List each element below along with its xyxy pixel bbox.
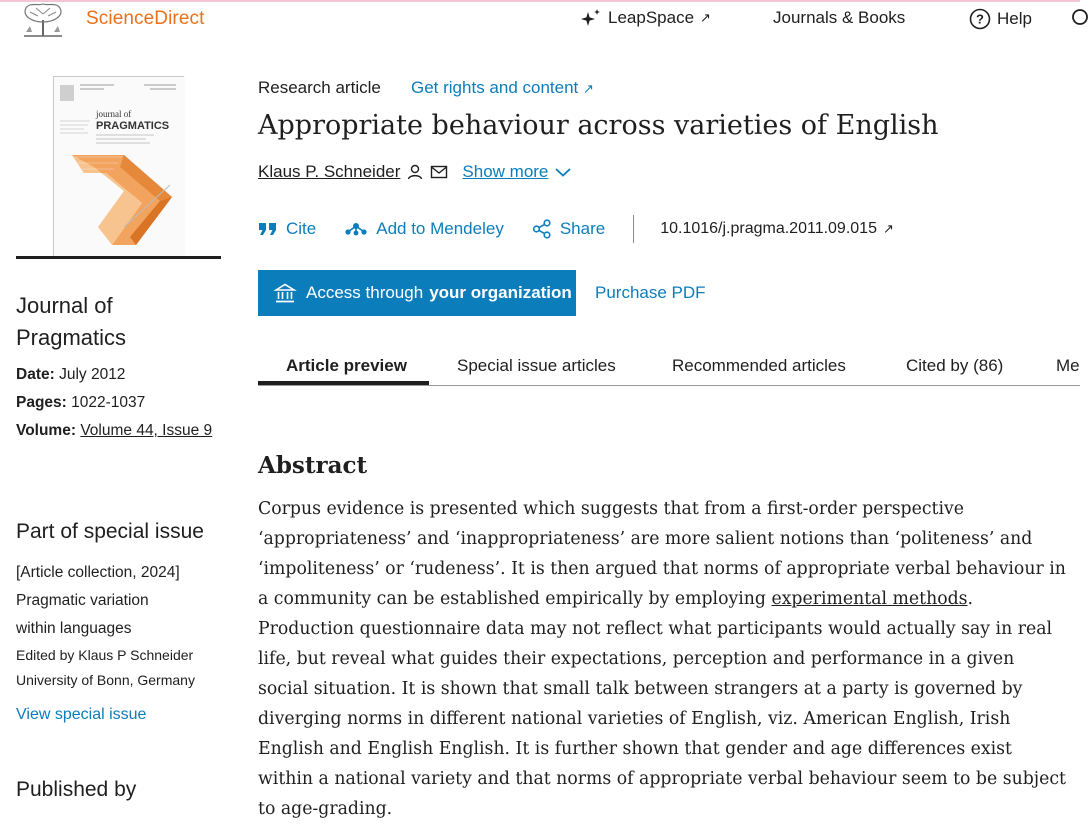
- purchase-pdf-button[interactable]: Purchase PDF: [595, 283, 706, 302]
- add-to-mendeley-button[interactable]: [344, 219, 504, 239]
- author-link[interactable]: Klaus P. Schneider: [258, 162, 401, 181]
- article-actions: [258, 214, 894, 244]
- journal-title-link[interactable]: Journal of Pragmatics: [16, 293, 127, 350]
- collection-label: [Article collection, 2024]: [16, 564, 180, 581]
- doi-label: 10.1016/j.pragma.2011.09.015: [660, 220, 877, 237]
- cover-artwork: [54, 77, 185, 258]
- nav-journals-label: Journals & Books: [773, 8, 906, 27]
- external-arrow-icon: ↗: [700, 10, 711, 25]
- active-tab-indicator: [258, 381, 429, 385]
- experimental-methods-link[interactable]: experimental methods: [771, 589, 968, 609]
- share-icon: [532, 219, 552, 239]
- mendeley-label: Add to Mendeley: [376, 219, 504, 238]
- collection-title-line1: Pragmatic variation: [16, 592, 149, 609]
- tab-article-preview[interactable]: Article preview: [286, 356, 407, 375]
- meta-date-label: Date:: [16, 366, 55, 383]
- article-tabs: [258, 344, 1080, 386]
- article-type: Research article: [258, 78, 381, 97]
- external-arrow-icon: ↗: [882, 221, 894, 236]
- show-more-link[interactable]: Show more: [462, 162, 549, 181]
- nav-leapspace[interactable]: [580, 8, 711, 28]
- site-header: [0, 2, 1080, 38]
- meta-date: [16, 361, 125, 389]
- abstract-text-part1: Corpus evidence is presented which suggests that from a first-order perspective ‘appropriateness’ and ‘inappropriateness’ are more salient notions than ‘politeness’ and ‘impoliteness’ or ‘rudeness’. It is then argued that norms of appropriate verbal behaviour in a community can be established empirically by employing: [258, 499, 1066, 609]
- collection-title-line2: within languages: [16, 620, 132, 637]
- nav-help-label: Help: [997, 9, 1032, 28]
- published-by-heading: Published by: [16, 778, 137, 801]
- cover-divider: [16, 256, 221, 259]
- abstract-text: [258, 494, 1070, 824]
- special-issue-heading: Part of special issue: [16, 520, 204, 543]
- meta-date-value: July 2012: [59, 366, 126, 383]
- tab-cited-by[interactable]: Cited by (86): [906, 356, 1004, 375]
- access-through-organization-button[interactable]: [258, 270, 576, 316]
- help-circle-icon: [969, 8, 991, 30]
- author-row: [258, 162, 572, 182]
- abstract-text-part2: . Production questionnaire data may not reflect what participants would actually say in real life, but reveal what guides their expectations, perception and performance in a given social situation. It is shown that small talk between strangers at a party is governed by diverging norms in different national varieties of English, viz. American English, Irish English and English English. It is further shown that gender and age differences exist within a national variety and that norms of appropriate verbal behaviour seem to be subject to age-grading.: [258, 589, 1066, 819]
- access-prefix: Access through: [306, 283, 424, 302]
- cover-journal-line2: PRAGMATICS: [96, 120, 170, 132]
- cover-journal-line1: journal of: [96, 109, 132, 119]
- person-icon[interactable]: [406, 163, 424, 181]
- svg-text:?: ?: [976, 11, 984, 27]
- external-arrow-icon: ↗: [583, 81, 594, 96]
- get-rights-label: Get rights and content: [411, 78, 579, 97]
- sparkle-icon: [580, 8, 602, 28]
- article-title: Appropriate behaviour across varieties of English: [258, 110, 939, 141]
- meta-pages-label: Pages:: [16, 394, 67, 411]
- meta-volume: [16, 417, 221, 445]
- edited-by: Edited by Klaus P Schneider: [16, 647, 194, 663]
- institution-icon: [274, 282, 296, 304]
- tab-special-issue-articles[interactable]: Special issue articles: [457, 356, 616, 375]
- share-label: Share: [559, 219, 606, 238]
- sciencedirect-logo[interactable]: ScienceDirect: [86, 8, 205, 29]
- doi-link[interactable]: [660, 220, 894, 238]
- quote-icon: [258, 221, 278, 237]
- meta-pages: [16, 389, 145, 417]
- actions-divider: [633, 215, 634, 243]
- nav-journals-books[interactable]: [773, 8, 905, 28]
- nav-leapspace-label: LeapSpace: [608, 8, 695, 27]
- tab-more-partial[interactable]: Me: [1056, 356, 1080, 375]
- volume-issue-link[interactable]: Volume 44, Issue 9: [80, 422, 213, 439]
- mendeley-icon: [344, 221, 368, 237]
- editor-affiliation: University of Bonn, Germany: [16, 672, 195, 688]
- elsevier-tree-logo[interactable]: [16, 2, 70, 38]
- chevron-down-icon[interactable]: [554, 166, 572, 178]
- view-special-issue-link[interactable]: View special issue: [16, 706, 147, 723]
- abstract-heading: Abstract: [258, 452, 368, 479]
- meta-volume-label: Volume:: [16, 422, 76, 439]
- meta-pages-value: 1022-1037: [71, 394, 146, 411]
- share-button[interactable]: [532, 219, 605, 239]
- cite-button[interactable]: [258, 219, 316, 239]
- journal-cover-image[interactable]: [53, 76, 184, 257]
- cite-label: Cite: [286, 219, 317, 238]
- nav-help[interactable]: [969, 8, 1032, 30]
- envelope-icon[interactable]: [430, 164, 448, 180]
- tab-recommended-articles[interactable]: Recommended articles: [672, 356, 846, 375]
- get-rights-link[interactable]: [411, 78, 594, 98]
- search-icon: [1071, 8, 1089, 28]
- nav-search-partial[interactable]: [1071, 8, 1089, 28]
- access-strong: your organization: [429, 283, 572, 302]
